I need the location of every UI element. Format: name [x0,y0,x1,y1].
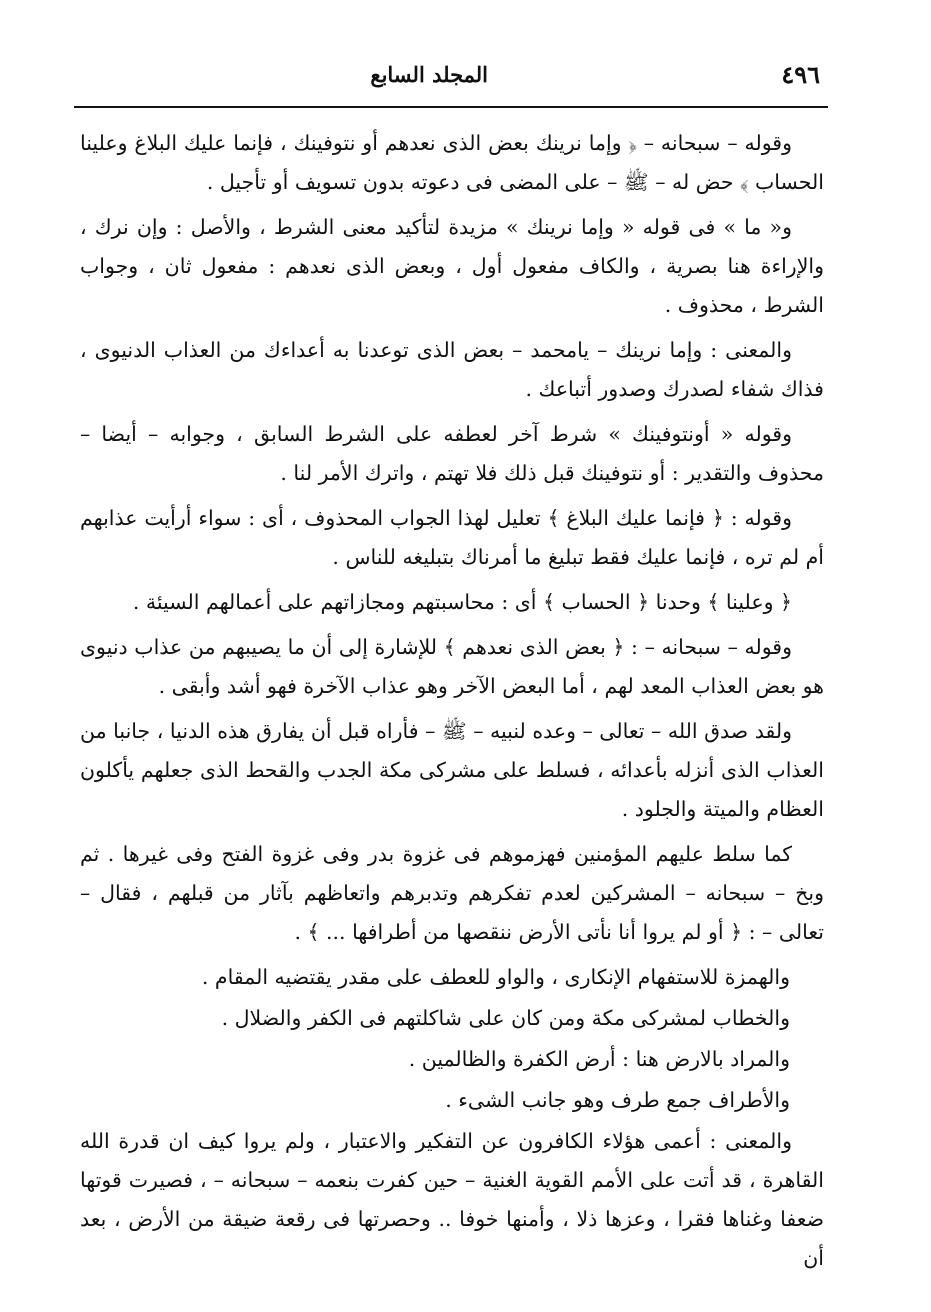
paragraph: وقوله : ﴿ فإنما عليك البلاغ ﴾ تعليل لهذا الجواب المحذوف ، أى : سواء أرأيت عذابهم أم لم تره ، فإنما عليك فقط تبليغ ما أمرناك بتبليغه للناس . [80,506,824,569]
page-body [80,124,824,1284]
paragraph: ولقد صدق الله – تعالى – وعده لنبيه – ﷺ – فأراه قبل أن يفارق هذه الدنيا ، جانبا من العذاب الذى أنزله بأعدائه ، فسلط على مشركى مكة الجدب والقحط الذى جعلهم يأكلون العظام والميتة والجلود . [80,719,824,821]
paragraph: والمعنى : أعمى هؤلاء الكافرون عن التفكير والاعتبار ، ولم يروا كيف ان قدرة الله القاهرة ، قد أتت على الأمم القوية الغنية – حين كفرت بنعمه – سبحانه – ، فصيرت قوتها ضعفا وغناها فقرا ، وعزها ذلا ، وأمنها خوفا .. وحصرتها فى رقعة ضيقة من الأرض ، بعد أن [80,1129,824,1270]
paragraph: والخطاب لمشركى مكة ومن كان على شاكلتهم فى الكفر والضلال . [221,1006,790,1030]
paragraph: وقوله – سبحانه – : ﴿ بعض الذى نعدهم ﴾ للإشارة إلى أن ما يصيبهم من عذاب دنيوى هو بعض العذاب المعد لهم ، أما البعض الآخر وهو عذاب الآخرة فهو أشد وأبقى . [80,635,824,698]
paragraph: وقوله « أونتوفينك » شرط آخر لعطفه على الشرط السابق ، وجوابه – أيضا – محذوف والتقدير : أو نتوفينك قبل ذلك فلا تهتم ، واترك الأمر لنا . [80,422,824,485]
header-divider [74,106,828,108]
paragraph: و« ما » فى قوله « وإما نرينك » مزيدة لتأكيد معنى الشرط ، والأصل : وإن نرك ، والإراءة هنا بصرية ، والكاف مفعول أول ، وبعض الذى نعدهم : مفعول ثان ، وجواب الشرط ، محذوف . [80,215,824,317]
paragraph: ﴿ وعلينا ﴾ وحدنا ﴿ الحساب ﴾ أى : محاسبتهم ومجازاتهم على أعمالهم السيئة . [132,590,792,614]
volume-title: المجلد السابع [370,62,488,87]
page-number: ٤٩٦ [781,60,820,89]
paragraph: كما سلط عليهم المؤمنين فهزموهم فى غزوة بدر وفى غزوة الفتح وفى غيرها . ثم وبخ – سبحانه – المشركين لعدم تفكرهم وتدبرهم واتعاظهم بآثار من قبلهم ، فقال – تعالى – : ﴿ أو لم يروا أنا نأتى الأرض ننقصها من أطرافها ... ﴾ . [80,842,824,944]
paragraph: والمعنى : وإما نرينك – يامحمد – بعض الذى توعدنا به أعداءك من العذاب الدنيوى ، فذاك شفاء لصدرك وصدور أتباعك . [80,338,824,401]
paragraph: وقوله – سبحانه – ﴿ وإما نرينك بعض الذى نعدهم أو نتوفينك ، فإنما عليك البلاغ وعلينا الحساب ﴾ حض له – ﷺ – على المضى فى دعوته بدون تسويف أو تأجيل . [80,131,824,194]
paragraph: والمراد بالارض هنا : أرض الكفرة والظالمين . [408,1047,790,1071]
paragraph: والأطراف جمع طرف وهو جانب الشىء . [445,1088,790,1112]
paragraph: والهمزة للاستفهام الإنكارى ، والواو للعطف على مقدر يقتضيه المقام . [201,965,790,989]
page-header [78,58,824,98]
